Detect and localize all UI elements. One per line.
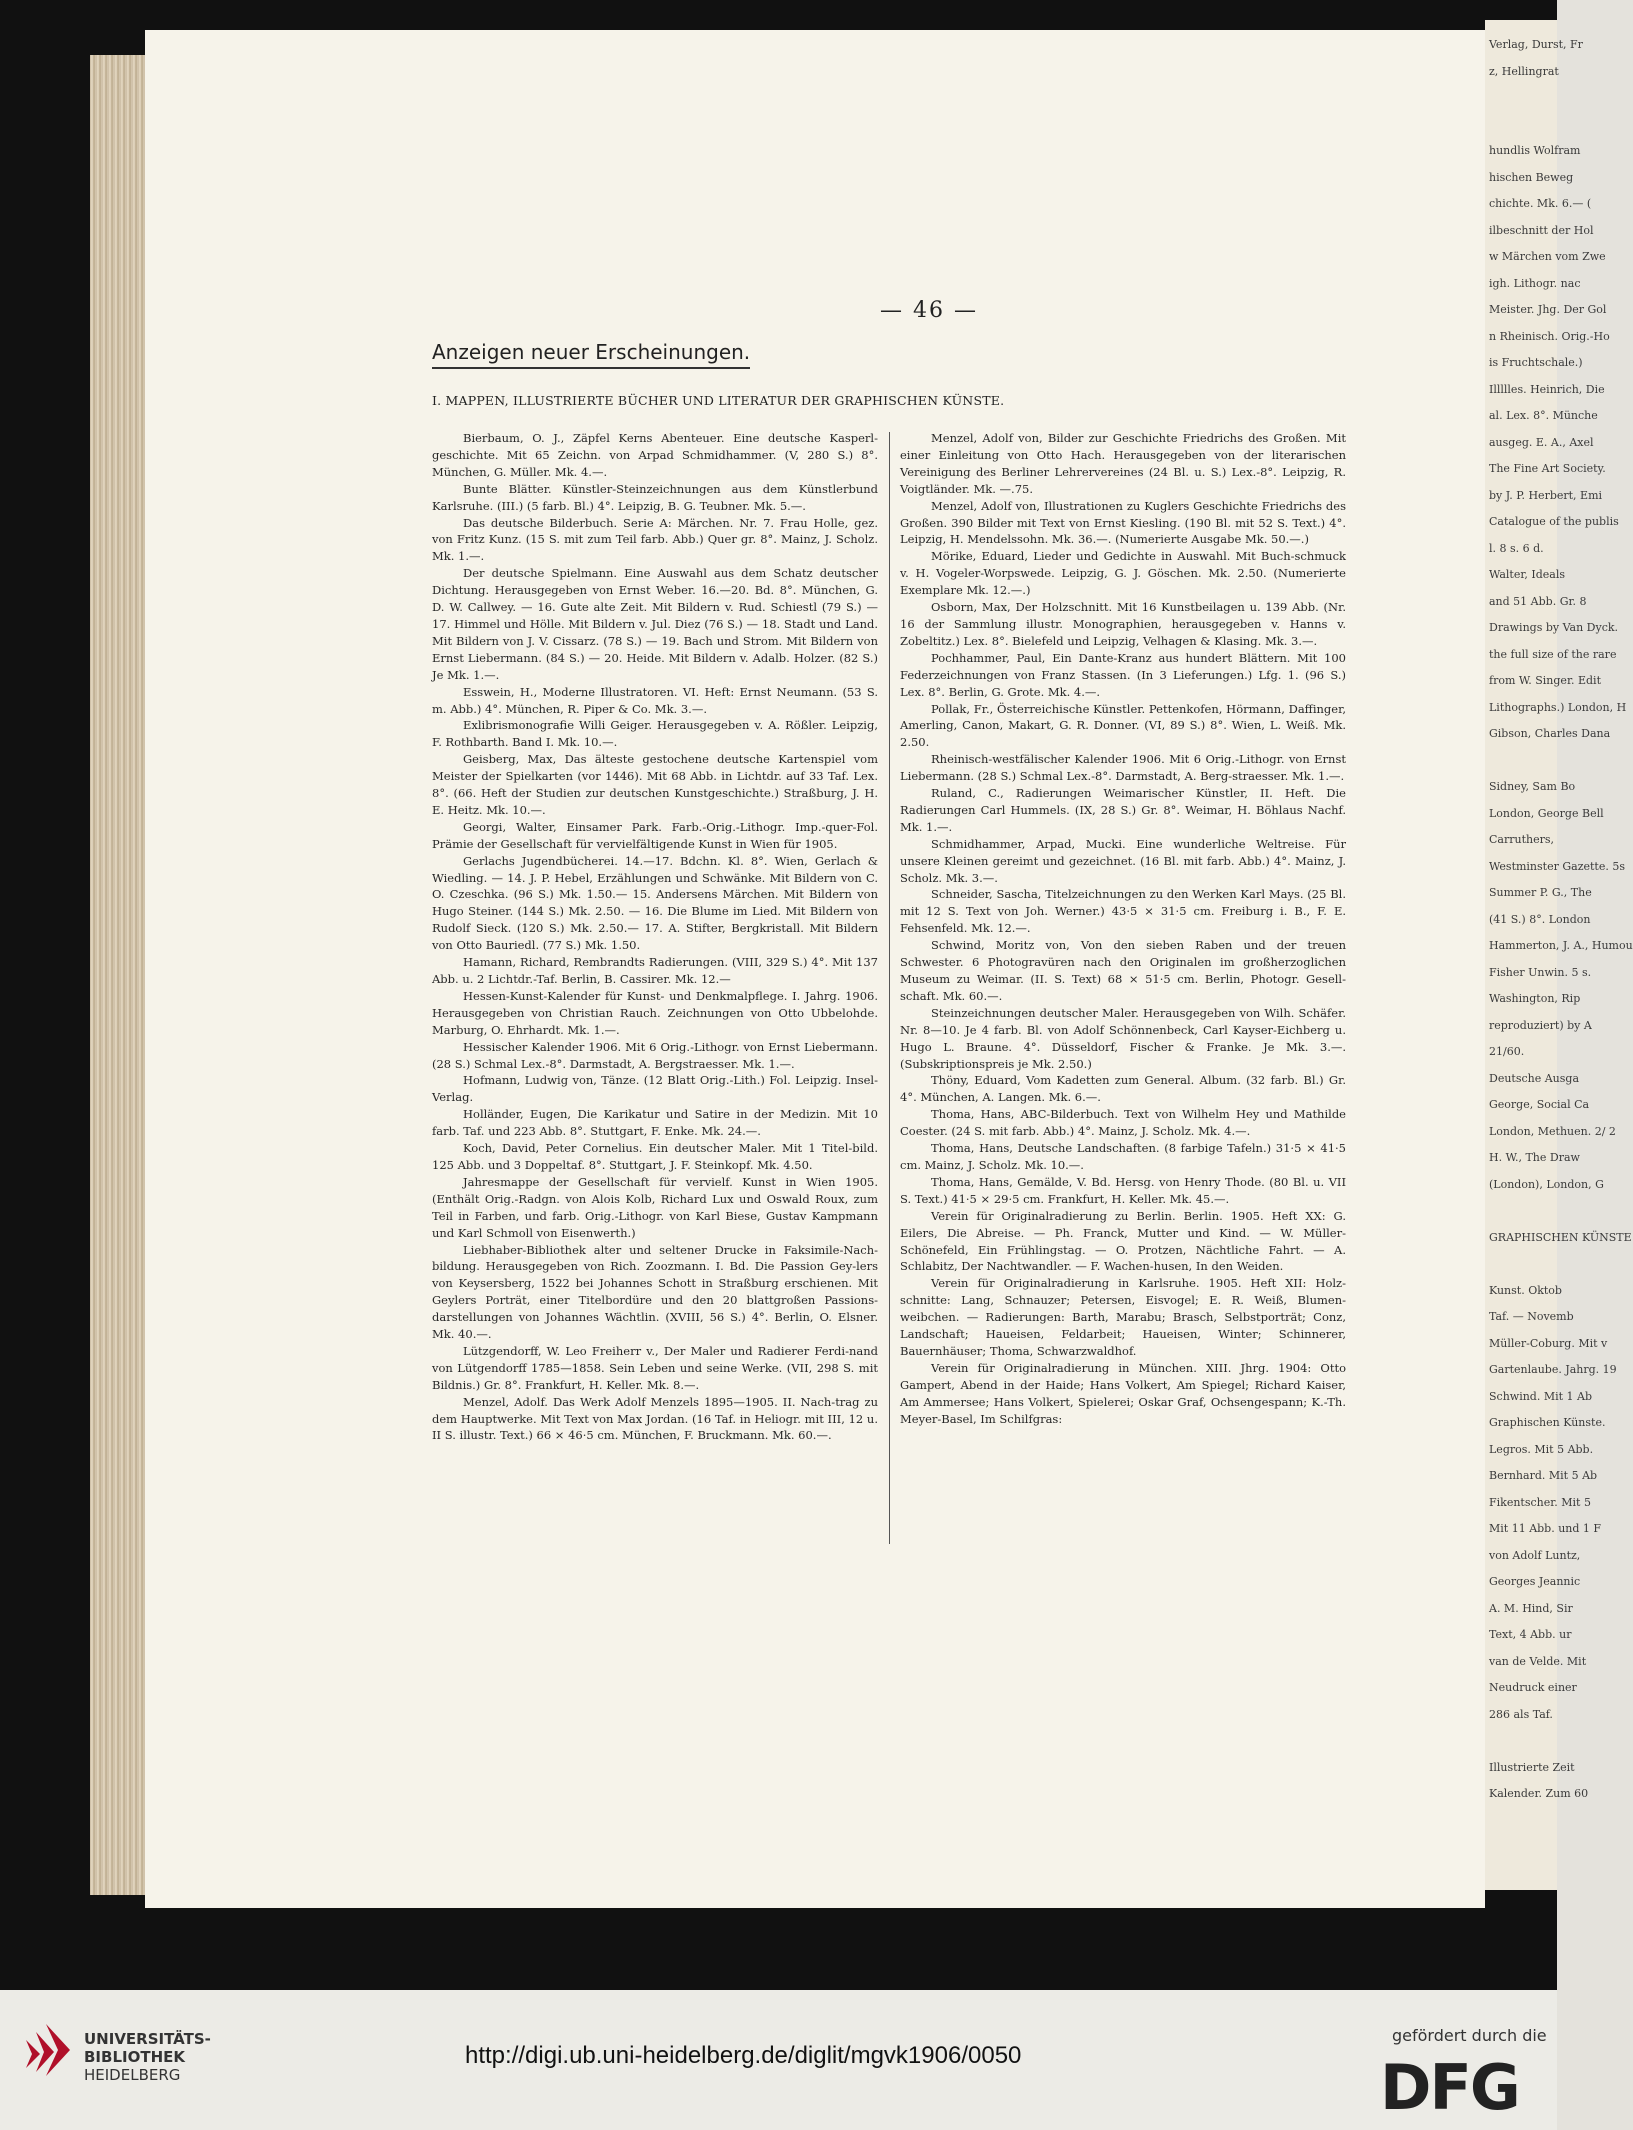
neighbour-page-line: reproduziert) by A <box>1489 1018 1592 1032</box>
neighbour-page-line: n Rheinisch. Orig.-Ho <box>1489 329 1610 343</box>
neighbour-page-line: l. 8 s. 6 d. <box>1489 541 1544 555</box>
section-title: Anzeigen neuer Erscheinungen. <box>432 340 750 369</box>
neighbour-page-line: Georges Jeannic <box>1489 1575 1581 1588</box>
bibliography-entry: Geisberg, Max, Das älteste gestochene deutsche Kartenspiel vom Meister der Spielkarten (vor 1446). Mit 68 Abb. in Lichtdr. auf 33 Taf. Lex. 8°. (66. Heft der Studien zur deutschen Kunstgeschichte.) Straßburg, J. H. E. Heitz. Mk. 10.—. <box>432 752 878 817</box>
library-logo-icon <box>20 2022 72 2086</box>
neighbour-page-strip <box>1485 20 1633 1890</box>
neighbour-page-line: is Fruchtschale.) <box>1489 356 1583 369</box>
neighbour-page-line <box>1489 1736 1559 1745</box>
neighbour-page-line: igh. Lithogr. nac <box>1489 276 1581 290</box>
bibliography-entry: Verein für Originalradierung in München. XIII. Jhrg. 1904: Otto Gampert, Abend in der Haide; Hans Volkert, Am Spiegel; Richard Kaiser, Am Ammersee; Hans Volkert, Spielerei; Oskar Graf, Ochsengespann; K.-Th. Meyer-Basel, Im Schilfgras: <box>900 1360 1346 1426</box>
neighbour-page-line: Summer P. G., The <box>1489 886 1592 899</box>
library-name-line: HEIDELBERG <box>84 2066 181 2084</box>
bibliography-entry: Pochhammer, Paul, Ein Dante-Kranz aus hundert Blättern. Mit 100 Federzeichnungen von Franz Stassen. (In 3 Lieferungen.) Lfg. 1. (96 S.) Lex. 8°. Berlin, G. Grote. Mk. 4.—. <box>900 650 1346 699</box>
section-heading: I. MAPPEN, ILLUSTRIERTE BÜCHER UND LITERATUR DER GRAPHISCHEN KÜNSTE. <box>432 393 1005 408</box>
neighbour-page-line: Carruthers, <box>1489 833 1554 846</box>
bibliography-entry: Ruland, C., Radierungen Weimarischer Künstler, II. Heft. Die Radierungen Carl Hummels. (IX, 28 S.) Gr. 8°. Weimar, H. Böhlaus Nachf. Mk. 1.—. <box>900 786 1346 834</box>
neighbour-page-line: 286 als Taf. <box>1489 1707 1553 1721</box>
neighbour-page-line: ausgeg. E. A., Axel <box>1489 435 1594 449</box>
neighbour-page-line: GRAPHISCHEN KÜNSTE <box>1489 1230 1632 1244</box>
bibliography-entry: Thöny, Eduard, Vom Kadetten zum General. Album. (32 farb. Bl.) Gr. 4°. München, A. Langen. Mk. 6.—. <box>900 1073 1346 1105</box>
neighbour-page-line: Kunst. Oktob <box>1489 1283 1562 1297</box>
book-page-edges <box>90 55 145 1895</box>
library-name-line: UNIVERSITÄTS- <box>84 2030 211 2048</box>
neighbour-page-line: Fikentscher. Mit 5 <box>1489 1495 1591 1509</box>
bibliography-entry: Thoma, Hans, Gemälde, V. Bd. Hersg. von Henry Thode. (80 Bl. u. VII S. Text.) 41·5 × 29·5 cm. Frankfurt, H. Keller. Mk. 45.—. <box>900 1174 1346 1206</box>
neighbour-page-line: Illllles. Heinrich, Die <box>1489 382 1605 396</box>
neighbour-page-line: (41 S.) 8°. London <box>1489 912 1591 926</box>
neighbour-page-line: Sidney, Sam Bo <box>1489 780 1576 793</box>
neighbour-page-line: London, Methuen. 2/ 2 <box>1489 1124 1616 1138</box>
funding-label: gefördert durch die <box>1392 2026 1547 2045</box>
neighbour-page-line: 21/60. <box>1489 1045 1525 1058</box>
bibliography-entry: Hofmann, Ludwig von, Tänze. (12 Blatt Orig.-Lith.) Fol. Leipzig. Insel-Verlag. <box>432 1073 878 1105</box>
neighbour-page-line: Gartenlaube. Jahrg. 19 <box>1489 1363 1617 1376</box>
neighbour-page-line <box>1489 93 1559 102</box>
neighbour-page-line: Fisher Unwin. 5 s. <box>1489 965 1592 979</box>
neighbour-page-line <box>1489 1206 1559 1215</box>
bibliography-entry: Jahresmappe der Gesellschaft für vervielf. Kunst in Wien 1905. (Enthält Orig.-Radgn. von Alois Kolb, Richard Lux und Oswald Roux, zum Teil in Farben, und farb. Orig.-Lithogr. von Karl Biese, Gustav Kampmann und Karl Schmoll von Eisenwerth.) <box>432 1174 878 1240</box>
bibliography-entry: Thoma, Hans, Deutsche Landschaften. (8 farbige Tafeln.) 31·5 × 41·5 cm. Mainz, J. Scholz. Mk. 10.—. <box>900 1141 1346 1172</box>
neighbour-page-line: Mit 11 Abb. und 1 F <box>1489 1522 1602 1535</box>
neighbour-page-line: Meister. Jhg. Der Gol <box>1489 303 1607 316</box>
bibliography-entry: Schmidhammer, Arpad, Mucki. Eine wunderliche Weltreise. Für unsere Kleinen gereimt und gezeichnet. (16 Bl. mit farb. Abb.) 4°. Mainz, J. Scholz. Mk. 3.—. <box>900 836 1346 885</box>
bibliography-entry: Steinzeichnungen deutscher Maler. Herausgegeben von Wilh. Schäfer. Nr. 8—10. Je 4 farb. Bl. von Adolf Schönnenbeck, Carl Kayser-Eichberg u. Hugo L. Braune. 4°. Düsseldorf, Fischer & Franke. Je Mk. 3.—. (Subskriptionspreis je Mk. 2.50.) <box>900 1005 1346 1071</box>
neighbour-page-line: al. Lex. 8°. Münche <box>1489 409 1598 422</box>
neighbour-page-line: A. M. Hind, Sir <box>1489 1601 1573 1615</box>
neighbour-page-line: Illustrierte Zeit <box>1489 1760 1575 1774</box>
neighbour-page-line: hischen Beweg <box>1489 170 1574 184</box>
bibliography-entry: Georgi, Walter, Einsamer Park. Farb.-Orig.-Lithogr. Imp.-quer-Fol. Prämie der Gesellschaft für vervielfältigende Kunst in Wien für 1905. <box>432 819 878 851</box>
neighbour-page-line: Text, 4 Abb. ur <box>1489 1628 1572 1641</box>
neighbour-page-line: Müller-Coburg. Mit v <box>1489 1336 1608 1350</box>
neighbour-page-line: (London), London, G <box>1489 1177 1604 1191</box>
bibliography-entry: Hessischer Kalender 1906. Mit 6 Orig.-Lithogr. von Ernst Liebermann. (28 S.) Schmal Lex.-8°. Darmstadt, A. Bergstraesser. Mk. 1.—. <box>432 1039 878 1071</box>
neighbour-page-line <box>1489 120 1559 129</box>
bibliography-entry: Hamann, Richard, Rembrandts Radierungen. (VIII, 329 S.) 4°. Mit 137 Abb. u. 2 Lichtdr.-Taf. Berlin, B. Cassirer. Mk. 12.— <box>432 955 878 986</box>
bibliography-entry: Thoma, Hans, ABC-Bilderbuch. Text von Wilhelm Hey und Mathilde Coester. (24 S. mit farb. Abb.) 4°. Mainz, J. Scholz. Mk. 4.—. <box>900 1107 1346 1139</box>
neighbour-page-line <box>1489 756 1559 765</box>
right-column <box>900 430 1346 1427</box>
neighbour-page-line: Kalender. Zum 60 <box>1489 1787 1589 1800</box>
neighbour-page-line: Legros. Mit 5 Abb. <box>1489 1442 1594 1456</box>
neighbour-page-line: Schwind. Mit 1 Ab <box>1489 1389 1593 1403</box>
neighbour-page-line: London, George Bell <box>1489 806 1604 820</box>
column-divider <box>889 432 890 1544</box>
bibliography-entry: Das deutsche Bilderbuch. Serie A: Märchen. Nr. 7. Frau Holle, gez. von Fritz Kunz. (15 S. mit zum Teil farb. Abb.) Quer gr. 8°. Mainz, J. Scholz. Mk. 1.—. <box>432 515 878 564</box>
neighbour-page-line: Bernhard. Mit 5 Ab <box>1489 1469 1598 1482</box>
neighbour-page-line: Gibson, Charles Dana <box>1489 727 1611 740</box>
bibliography-entry: Lützgendorff, W. Leo Freiherr v., Der Maler und Radierer Ferdi-nand von Lütgendorff 1785—1858. Sein Leben und seine Werke. (VII, 298 S. mit Bildnis.) Gr. 8°. Frankfurt, H. Keller. Mk. 8.—. <box>432 1343 878 1392</box>
neighbour-page-line: van de Velde. Mit <box>1489 1654 1587 1668</box>
bibliography-entry: Gerlachs Jugendbücherei. 14.—17. Bdchn. Kl. 8°. Wien, Gerlach & Wiedling. — 14. J. P. Hebel, Erzählungen und Schwänke. Mit Bildern von C. O. Czeschka. (96 S.) Mk. 1.50.— 15. Andersens Märchen. Mit Bildern von Hugo Steiner. (144 S.) Mk. 2.50. — 16. Die Blume im Lied. Mit Bildern von Rudolf Sieck. (120 S.) Mk. 2.50.— 17. A. Stifter, Bergkristall. Mit Bildern von Otto Bauriedl. (77 S.) Mk. 1.50. <box>432 853 878 953</box>
neighbour-page-line: Verlag, Durst, Fr <box>1489 38 1583 51</box>
bibliography-entry: Pollak, Fr., Österreichische Künstler. Pettenkofen, Hörmann, Daffinger, Amerling, Canon, Makart, G. R. Donner. (VI, 89 S.) 8°. Wien, L. Weiß. Mk. 2.50. <box>900 701 1346 750</box>
neighbour-page-line: Catalogue of the publis <box>1489 515 1619 528</box>
bibliography-entry: Bunte Blätter. Künstler-Steinzeichnungen aus dem Künstlerbund Karlsruhe. (III.) (5 farb. Bl.) 4°. Leipzig, B. G. Teubner. Mk. 5.—. <box>432 481 878 513</box>
neighbour-page-line: Taf. — Novemb <box>1489 1310 1574 1323</box>
neighbour-page-line: and 51 Abb. Gr. 8 <box>1489 594 1587 608</box>
bibliography-entry: Schneider, Sascha, Titelzeichnungen zu den Werken Karl Mays. (25 Bl. mit 12 S. Text von Joh. Werner.) 43·5 × 31·5 cm. Freiburg i. B., F. E. Fehsenfeld. Mk. 12.—. <box>900 887 1346 936</box>
neighbour-page-line: chichte. Mk. 6.— ( <box>1489 197 1592 210</box>
bibliography-entry: Verein für Originalradierung in Karlsruhe. 1905. Heft XII: Holz-schnitte: Lang, Schnauzer; Petersen, Eisvogel; E. R. Weiß, Blumen-weibchen. — Radierungen: Barth, Marabu; Brasch, Selbstporträt; Conz, Landschaft; Haueisen, Feldarbeit; Haueisen, Winter; Schinnerer, Bauernhäuser; Thoma, Schwarzwaldhof. <box>900 1276 1346 1358</box>
bibliography-entry: Bierbaum, O. J., Zäpfel Kerns Abenteuer. Eine deutsche Kasperl-geschichte. Mit 65 Zeichn. von Arpad Schmidhammer. (V, 280 S.) 8°. München, G. Müller. Mk. 4.—. <box>432 431 878 479</box>
neighbour-page-line: Deutsche Ausga <box>1489 1071 1580 1085</box>
neighbour-page-line: George, Social Ca <box>1489 1098 1590 1111</box>
neighbour-page-line: hundlis Wolfram <box>1489 144 1581 157</box>
neighbour-page-line: Washington, Rip <box>1489 992 1581 1005</box>
bibliography-entry: Menzel, Adolf. Das Werk Adolf Menzels 1895—1905. II. Nach-trag zu dem Hauptwerke. Mit Text von Max Jordan. (16 Taf. in Heliogr. mit III, 12 u. II S. illustr. Text.) 66 × 46·5 cm. München, F. Bruckmann. Mk. 60.—. <box>432 1394 878 1443</box>
source-url-link[interactable]: http://digi.ub.uni-heidelberg.de/diglit/mgvk1906/0050 <box>465 2042 1022 2069</box>
neighbour-page-line <box>1489 1259 1559 1268</box>
library-name <box>84 2030 211 2084</box>
bibliography-entry: Osborn, Max, Der Holzschnitt. Mit 16 Kunstbeilagen u. 139 Abb. (Nr. 16 der Sammlung illustr. Monographien, herausgegeben v. Hanns v. Zobeltitz.) Lex. 8°. Bielefeld und Leipzig, Velhagen & Klasing. Mk. 3.—. <box>900 600 1346 648</box>
neighbour-page-line: von Adolf Luntz, <box>1489 1548 1581 1562</box>
bibliography-entry: Der deutsche Spielmann. Eine Auswahl aus dem Schatz deutscher Dichtung. Herausgegeben von Ernst Weber. 16.—20. Bd. 8°. München, G. D. W. Callwey. — 16. Gute alte Zeit. Mit Bildern v. Rud. Schiestl (79 S.) — 17. Himmel und Hölle. Mit Bildern v. Jul. Diez (76 S.) — 18. Stadt und Land. Mit Bildern von J. V. Cissarz. (78 S.) — 19. Bach und Strom. Mit Bildern von Ernst Liebermann. (84 S.) — 20. Heide. Mit Bildern v. Adalb. Holzer. (82 S.) Je Mk. 1.—. <box>432 566 878 682</box>
neighbour-page-line: Neudruck einer <box>1489 1681 1577 1694</box>
bibliography-entry: Schwind, Moritz von, Von den sieben Raben und der treuen Schwester. 6 Photogravüren nach den Originalen im großherzoglichen Museum zu Weimar. (II. S. Text) 68 × 51·5 cm. Berlin, Photogr. Gesell-schaft. Mk. 60.—. <box>900 938 1346 1003</box>
bibliography-entry: Rheinisch-westfälischer Kalender 1906. Mit 6 Orig.-Lithogr. von Ernst Liebermann. (28 S.) Schmal Lex.-8°. Darmstadt, A. Berg-straesser. Mk. 1.—. <box>900 752 1346 784</box>
left-column <box>432 430 878 1444</box>
bibliography-entry: Holländer, Eugen, Die Karikatur und Satire in der Medizin. Mit 10 farb. Taf. und 223 Abb. 8°. Stuttgart, F. Enke. Mk. 24.—. <box>432 1107 878 1139</box>
dfg-logo: DFG <box>1380 2051 1519 2124</box>
page-number: — 46 — <box>880 298 978 323</box>
bibliography-entry: Menzel, Adolf von, Illustrationen zu Kuglers Geschichte Friedrichs des Großen. 390 Bilder mit Text von Ernst Kiesling. (190 Bl. mit 52 S. Text.) 4°. Leipzig, H. Mendelssohn. Mk. 36.—. (Numerierte Ausgabe Mk. 50.—.) <box>900 498 1346 547</box>
neighbour-page-line: Drawings by Van Dyck. <box>1489 621 1619 634</box>
neighbour-page-line: Graphischen Künste. <box>1489 1416 1606 1429</box>
neighbour-page-line: Westminster Gazette. 5s <box>1489 859 1625 873</box>
neighbour-page-line: The Fine Art Society. <box>1489 462 1606 475</box>
neighbour-page-line: Walter, Ideals <box>1489 568 1566 581</box>
neighbour-page-line: Hammerton, J. A., Humou <box>1489 939 1633 952</box>
neighbour-page-line: by J. P. Herbert, Emi <box>1489 488 1603 502</box>
neighbour-page-line: Lithographs.) London, H <box>1489 700 1627 714</box>
bibliography-entry: Koch, David, Peter Cornelius. Ein deutscher Maler. Mit 1 Titel-bild. 125 Abb. und 3 Doppeltaf. 8°. Stuttgart, J. F. Steinkopf. Mk. 4.50. <box>432 1141 878 1172</box>
library-name-line: BIBLIOTHEK <box>84 2048 185 2066</box>
bibliography-entry: Hessen-Kunst-Kalender für Kunst- und Denkmalpflege. I. Jahrg. 1906. Herausgegeben von Christian Rauch. Zeichnungen von Otto Ubbelohde. Marburg, O. Ehrhardt. Mk. 1.—. <box>432 988 878 1037</box>
neighbour-page-line: w Märchen vom Zwe <box>1489 250 1606 263</box>
neighbour-page-line: H. W., The Draw <box>1489 1151 1580 1164</box>
bibliography-entry: Mörike, Eduard, Lieder und Gedichte in Auswahl. Mit Buch-schmuck v. H. Vogeler-Worpswede. Leipzig, G. J. Göschen. Mk. 2.50. (Numerierte Exemplare Mk. 12.—.) <box>900 549 1346 598</box>
neighbour-page-line: z, Hellingrat <box>1489 64 1559 78</box>
bibliography-entry: Menzel, Adolf von, Bilder zur Geschichte Friedrichs des Großen. Mit einer Einleitung von Otto Hach. Herausgegeben von der literarischen Vereinigung des Berliner Lehrervereines (24 Bl. u. S.) Lex.-8°. Leipzig, R. Voigtländer. Mk. —.75. <box>900 431 1346 496</box>
bibliography-entry: Liebhaber-Bibliothek alter und seltener Drucke in Faksimile-Nach-bildung. Herausgegeben von Rich. Zoozmann. I. Bd. Die Passion Gey-lers von Keysersberg, 1522 bei Johannes Schott in Straßburg erschienen. Mit Geylers Porträt, einer Titelbordüre und den 20 blattgroßen Passions-darstellungen von Johannes Wächtlin. (XVIII, 56 S.) 4°. Berlin, O. Elsner. Mk. 40.—. <box>432 1242 878 1342</box>
bibliography-entry: Esswein, H., Moderne Illustratoren. VI. Heft: Ernst Neumann. (53 S. m. Abb.) 4°. München, R. Piper & Co. Mk. 3.—. <box>432 684 878 716</box>
bibliography-entry: Exlibrismonografie Willi Geiger. Herausgegeben v. A. Rößler. Leipzig, F. Rothbarth. Band I. Mk. 10.—. <box>432 718 878 750</box>
neighbour-page-line: ilbeschnitt der Hol <box>1489 223 1594 237</box>
bibliography-entry: Verein für Originalradierung zu Berlin. Berlin. 1905. Heft XX: G. Eilers, Die Abreise. — Ph. Franck, Mutter und Kind. — W. Müller-Schönefeld, Ein Frühlingstag. — O. Protzen, Nächtliche Fahrt. — A. Schlabitz, Der Nachtwandler. — F. Wachen-husen, In den Weiden. <box>900 1208 1346 1274</box>
neighbour-page-line: from W. Singer. Edit <box>1489 674 1601 687</box>
neighbour-page-line: the full size of the rare <box>1489 647 1617 661</box>
